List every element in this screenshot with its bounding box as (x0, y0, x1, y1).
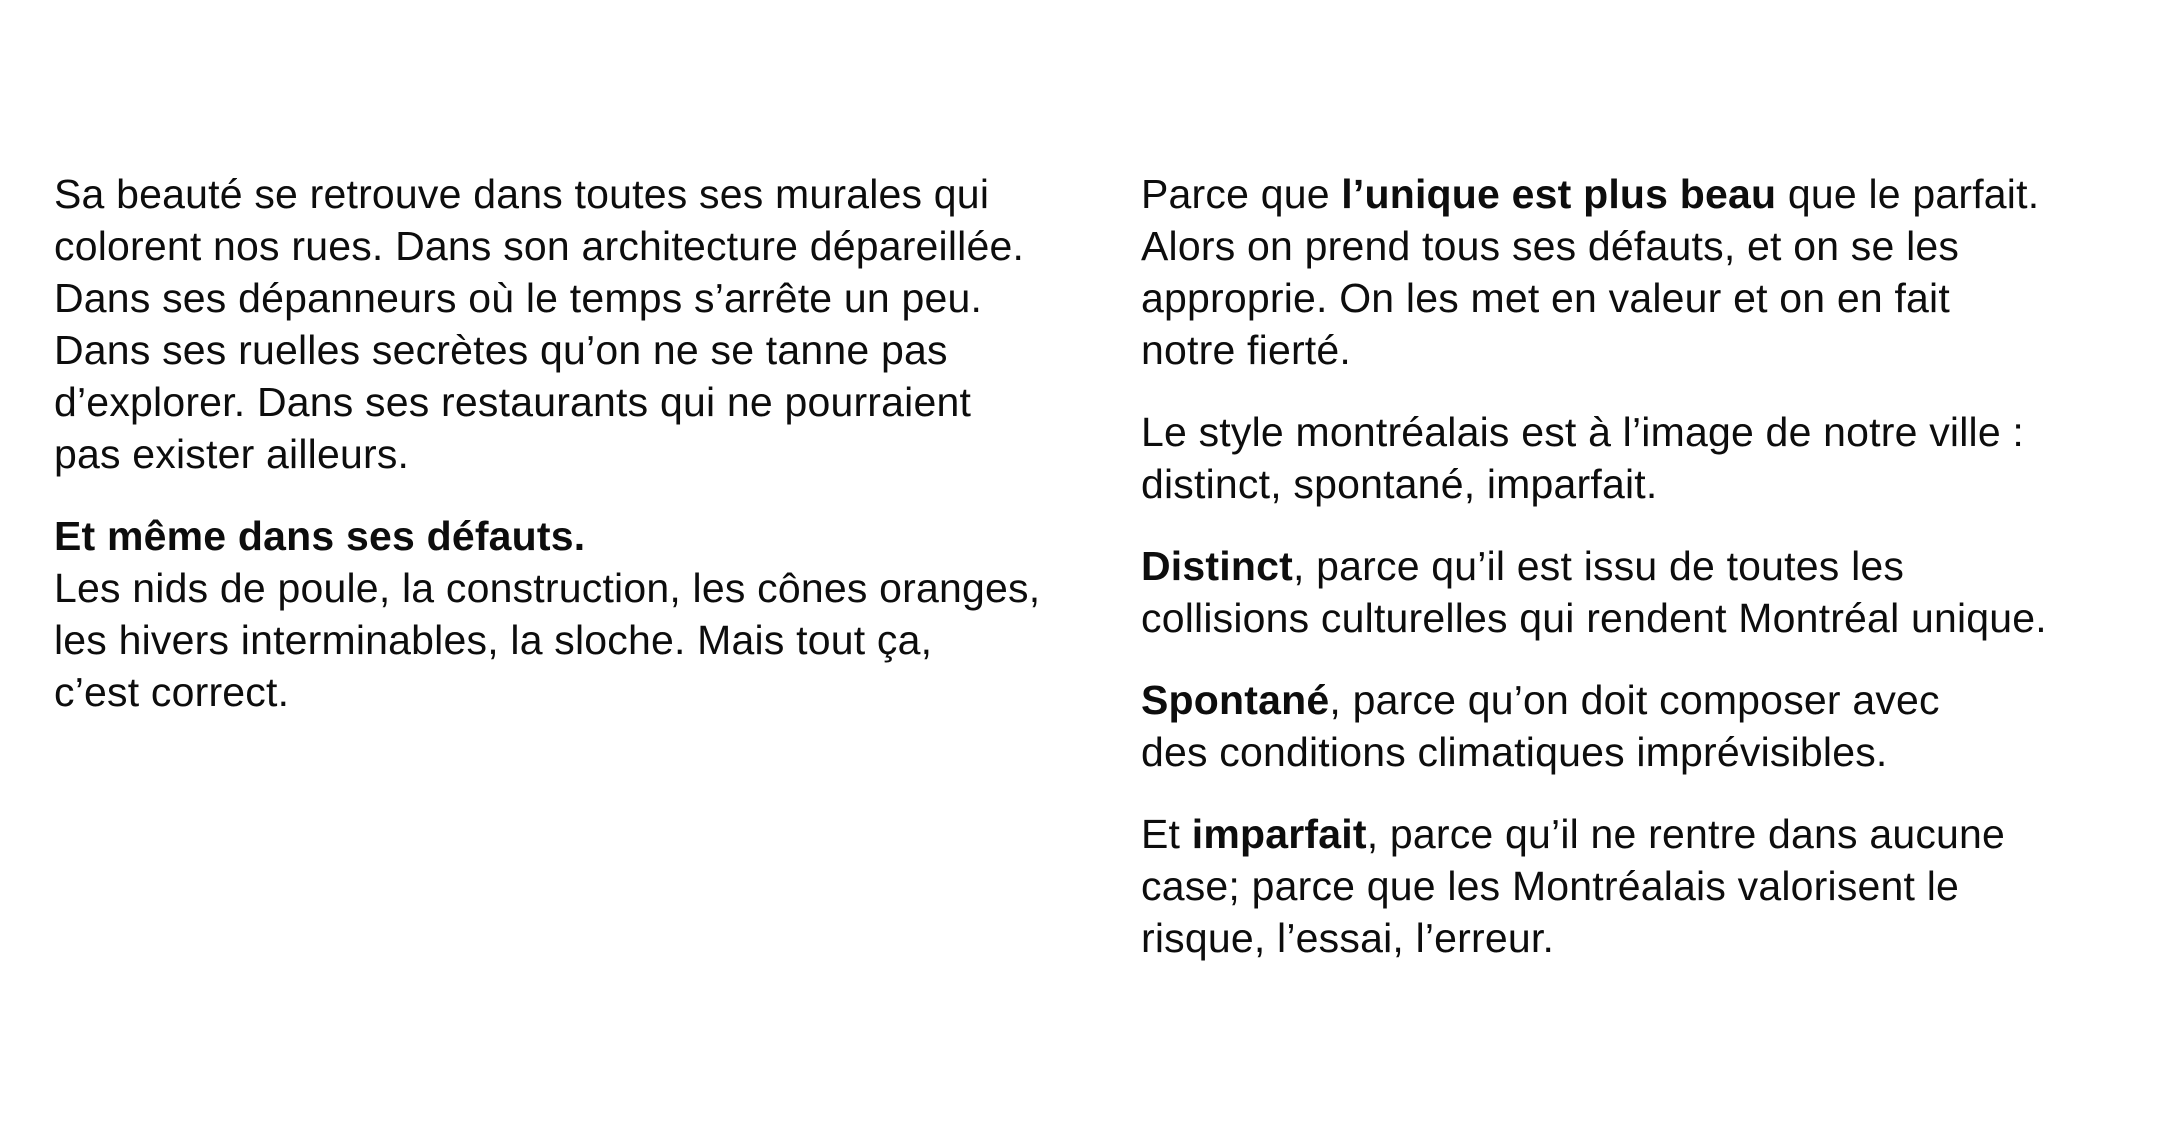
text-line: notre fierté. (1141, 327, 1351, 373)
text-run: , parce qu’il ne rentre dans aucune (1366, 811, 2006, 857)
emphasis-unique: l’unique est plus beau (1341, 171, 1777, 217)
left-column (54, 168, 1114, 748)
text-line: des conditions climatiques imprévisibles. (1141, 729, 1888, 775)
paragraph-beauty (54, 168, 1114, 480)
text-line: Dans ses ruelles secrètes qu’on ne se tanne pas (54, 327, 948, 373)
text-line: colorent nos rues. Dans son architecture dépareillée. (54, 223, 1025, 269)
paragraph-imparfait (1141, 808, 2151, 964)
text-line: c’est correct. (54, 669, 290, 715)
paragraph-style (1141, 406, 2151, 510)
paragraph-unique (1141, 168, 2151, 376)
text-line: les hivers interminables, la sloche. Mais tout ça, (54, 617, 933, 663)
text-run: Parce que (1141, 171, 1342, 217)
text-line: Les nids de poule, la construction, les cônes oranges, (54, 565, 1041, 611)
text-run: que le parfait. (1776, 171, 2040, 217)
text-line: collisions culturelles qui rendent Montréal unique. (1141, 595, 2047, 641)
text-run: , parce qu’il est issu de toutes les (1292, 543, 1905, 589)
emphasis-spontane: Spontané (1141, 677, 1330, 723)
emphasis-distinct: Distinct (1141, 543, 1293, 589)
paragraph-distinct (1141, 540, 2151, 644)
text-line (1141, 674, 2151, 726)
text-line: Sa beauté se retrouve dans toutes ses murales qui (54, 171, 990, 217)
paragraph-spontane (1141, 674, 2151, 778)
text-line: distinct, spontané, imparfait. (1141, 461, 1658, 507)
text-line (1141, 168, 2151, 220)
text-line: risque, l’essai, l’erreur. (1141, 915, 1555, 961)
defects-heading: Et même dans ses défauts. (54, 513, 586, 559)
text-line (1141, 540, 2151, 592)
text-line: d’explorer. Dans ses restaurants qui ne pourraient (54, 379, 972, 425)
text-line: Alors on prend tous ses défauts, et on se les (1141, 223, 1960, 269)
right-column (1141, 168, 2151, 994)
text-run: Et (1141, 811, 1192, 857)
text-line: Dans ses dépanneurs où le temps s’arrête un peu. (54, 275, 983, 321)
text-line (1141, 808, 2151, 860)
paragraph-defects (54, 510, 1114, 718)
text-line: approprie. On les met en valeur et on en fait (1141, 275, 1950, 321)
text-line: case; parce que les Montréalais valorisent le (1141, 863, 1960, 909)
emphasis-imparfait: imparfait (1191, 811, 1367, 857)
text-line: pas exister ailleurs. (54, 431, 410, 477)
text-run: , parce qu’on doit composer avec (1329, 677, 1940, 723)
text-line: Le style montréalais est à l’image de notre ville : (1141, 409, 2025, 455)
